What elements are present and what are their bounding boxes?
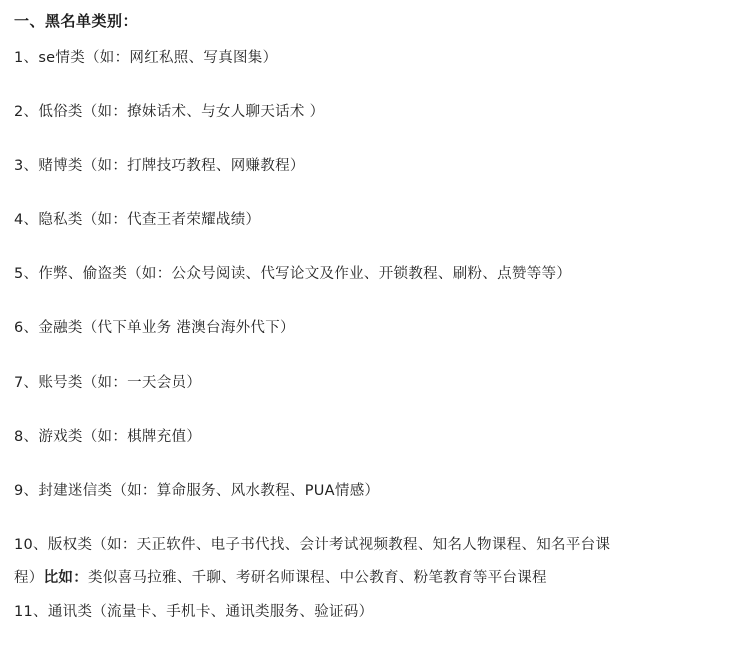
list-item: 11、通讯类（流量卡、手机卡、通讯类服务、验证码） <box>14 603 374 620</box>
continuation-prefix: 程） <box>14 570 44 587</box>
list-item-continuation <box>14 567 717 590</box>
list-item: 1、se情类（如：网红私照、写真图集） <box>14 49 278 66</box>
continuation-rest: 类似喜马拉雅、千聊、考研名师课程、中公教育、粉笔教育等平台课程 <box>88 570 547 587</box>
list-item <box>14 534 717 590</box>
list-item: 4、隐私类（如：代查王者荣耀战绩） <box>14 212 261 229</box>
list-item: 5、作弊、偷盗类（如：公众号阅读、代写论文及作业、开锁教程、刷粉、点赞等等） <box>14 266 572 283</box>
list-item: 3、赌博类（如：打牌技巧教程、网赚教程） <box>14 157 305 174</box>
continuation-emphasis: 比如： <box>43 570 89 587</box>
list-item-line1: 10、版权类（如：天正软件、电子书代找、会计考试视频教程、知名人物课程、知名平台课 <box>14 537 611 554</box>
list-item: 6、金融类（代下单业务 港澳台海外代下） <box>14 320 295 337</box>
page-title: 一、黑名单类别： <box>14 12 139 30</box>
list-item: 8、游戏类（如：棋牌充值） <box>14 428 202 445</box>
list-item: 2、低俗类（如：撩妹话术、与女人聊天话术 ） <box>14 103 325 120</box>
list-item: 7、账号类（如：一天会员） <box>14 374 202 391</box>
list-item: 9、封建迷信类（如：算命服务、风水教程、PUA情感） <box>14 483 380 499</box>
